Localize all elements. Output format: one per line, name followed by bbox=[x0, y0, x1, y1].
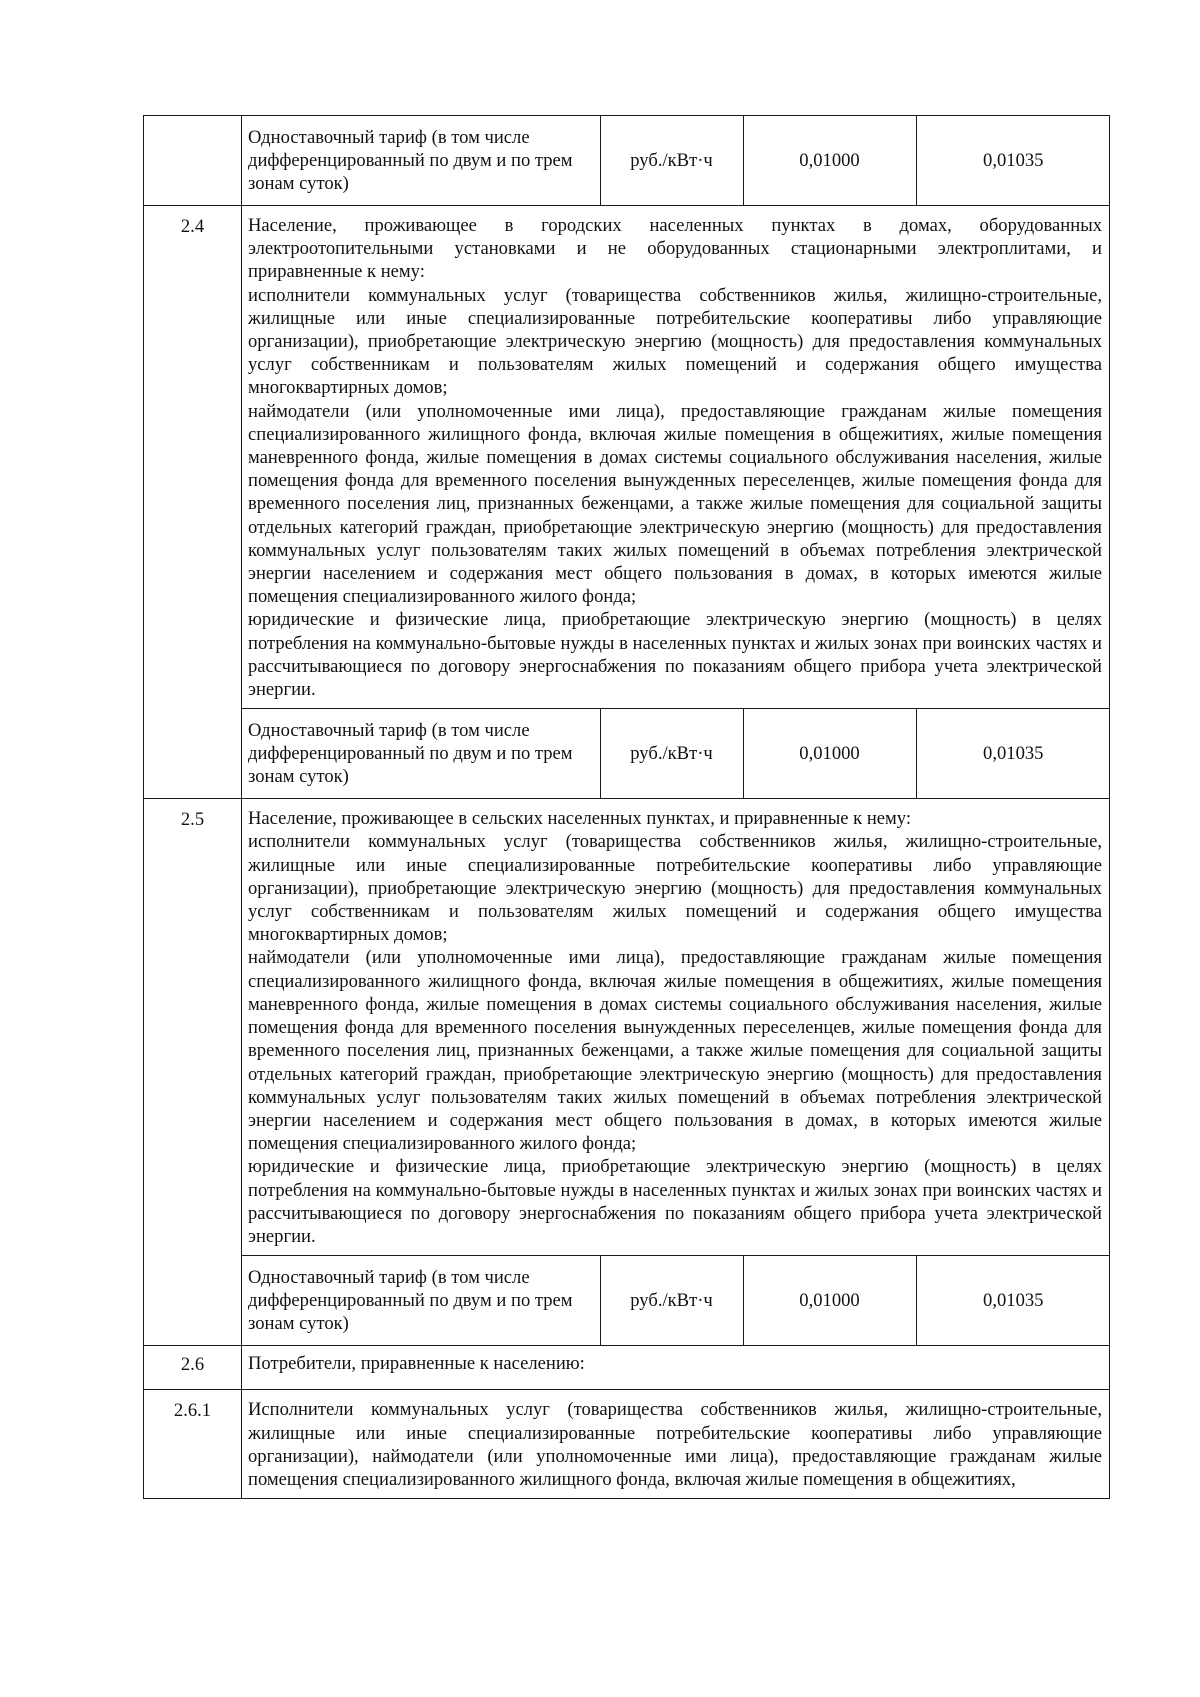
row-description bbox=[242, 1390, 1110, 1499]
tariff-value-2: 0,01035 bbox=[916, 1256, 1110, 1345]
description-paragraph: наймодатели (или уполномоченные ими лица), предоставляющие гражданам жилые помещения специализированного жилищного фонда, включая жилые помещения в общежитиях, жилые помещения маневренного фонда, жилые помещения в домах системы социального обслуживания населения, жилые помещения фонда для временного поселения вынужденных переселенцев, жилые помещения фонда для временного поселения лиц, признанных беженцами, а также жилые помещения для социальной защиты отдельных категорий граждан, приобретающие электрическую энергию (мощность) для предоставления коммунальных услуг пользователям таких жилых помещений в объемах потребления электрической энергии населением и содержания мест общего пользования в домах, в которых имеются жилые помещения специализированного жилого фонда; bbox=[248, 947, 1102, 1155]
table-row bbox=[144, 1346, 1110, 1390]
description-paragraph: Население, проживающее в сельских населенных пунктах, и приравненные к нему: bbox=[248, 808, 912, 830]
table-row bbox=[144, 709, 1110, 799]
row-number: 2.6 bbox=[144, 1346, 242, 1390]
tariff-name: Одноставочный тариф (в том числе дифференцированный по двум и по трем зонам суток) bbox=[248, 126, 573, 195]
description-paragraph: юридические и физические лица, приобретающие электрическую энергию (мощность) в целях потребления на коммунально-бытовые нужды в населенных пунктах и жилых зонах при воинских частях и рассчитывающиеся по договору энергоснабжения по показаниям общего прибора учета электрической энергии. bbox=[248, 1156, 1102, 1247]
tariff-unit: руб./кВт·ч bbox=[600, 709, 743, 798]
tariff-subtable bbox=[242, 1256, 1110, 1345]
tariff-unit: руб./кВт·ч bbox=[600, 1256, 743, 1345]
tariff-row bbox=[242, 1256, 1110, 1346]
table-row bbox=[144, 116, 1110, 206]
row-number: 2.4 bbox=[144, 206, 242, 799]
description-paragraph: наймодатели (или уполномоченные ими лица), предоставляющие гражданам жилые помещения специализированного жилищного фонда, включая жилые помещения в общежитиях, жилые помещения маневренного фонда, жилые помещения в домах системы социального обслуживания населения, жилые помещения фонда для временного поселения вынужденных переселенцев, жилые помещения фонда для временного поселения лиц, признанных беженцами, а также жилые помещения для социальной защиты отдельных категорий граждан, приобретающие электрическую энергию (мощность) для предоставления коммунальных услуг пользователям таких жилых помещений в объемах потребления электрической энергии населением и содержания мест общего пользования в домах, в которых имеются жилые помещения специализированного жилого фонда; bbox=[248, 400, 1102, 608]
row-description bbox=[242, 1346, 1110, 1390]
tariff-table bbox=[143, 115, 1110, 1499]
row-number: 2.5 bbox=[144, 799, 242, 1346]
description-paragraph: исполнители коммунальных услуг (товарищества собственников жилья, жилищно-строительные, жилищные или иные специализированные потребительские кооперативы либо управляющие организации), приобретающие электрическую энергию (мощность) для предоставления коммунальных услуг собственникам и пользователям жилых помещений и содержания общего имущества многоквартирных домов; bbox=[248, 831, 1102, 946]
row-description bbox=[242, 799, 1110, 1256]
tariff-name: Одноставочный тариф (в том числе дифференцированный по двум и по трем зонам суток) bbox=[248, 719, 573, 788]
tariff-unit: руб./кВт·ч bbox=[600, 116, 743, 205]
table-row bbox=[144, 1256, 1110, 1346]
description-paragraph: Потребители, приравненные к населению: bbox=[248, 1353, 585, 1375]
description-paragraph: Исполнители коммунальных услуг (товарищества собственников жилья, жилищно-строительные, жилищные или иные специализированные потребительские кооперативы либо управляющие организации), наймодатели (или уполномоченные ими лица), предоставляющие гражданам жилые помещения специализированного жилищного фонда, включая жилые помещения в общежитиях, bbox=[248, 1399, 1102, 1490]
description-paragraph: Население, проживающее в городских населенных пунктах в домах, оборудованных электроотопительными установками и не оборудованных стационарными электроплитами, и приравненные к нему: bbox=[248, 215, 1102, 283]
tariff-subtable bbox=[242, 709, 1110, 798]
tariff-value-2: 0,01035 bbox=[916, 709, 1110, 798]
tariff-value-1: 0,01000 bbox=[743, 1256, 916, 1345]
table-row bbox=[144, 799, 1110, 1256]
tariff-row bbox=[242, 116, 1110, 206]
row-description bbox=[242, 206, 1110, 709]
row-number-cell-empty bbox=[144, 116, 242, 206]
description-paragraph: исполнители коммунальных услуг (товарищества собственников жилья, жилищно-строительные, жилищные или иные специализированные потребительские кооперативы либо управляющие организации), приобретающие электрическую энергию (мощность) для предоставления коммунальных услуг собственникам и пользователям жилых помещений и содержания общего имущества многоквартирных домов; bbox=[248, 284, 1102, 399]
table-row bbox=[144, 1390, 1110, 1499]
row-number: 2.6.1 bbox=[144, 1390, 242, 1499]
tariff-value-2: 0,01035 bbox=[916, 116, 1110, 205]
description-paragraph: юридические и физические лица, приобретающие электрическую энергию (мощность) в целях потребления на коммунально-бытовые нужды в населенных пунктах и жилых зонах при воинских частях и рассчитывающиеся по договору энергоснабжения по показаниям общего прибора учета электрической энергии. bbox=[248, 609, 1102, 701]
table-row bbox=[144, 206, 1110, 709]
tariff-value-1: 0,01000 bbox=[743, 116, 916, 205]
tariff-row bbox=[242, 709, 1110, 799]
tariff-name: Одноставочный тариф (в том числе дифференцированный по двум и по трем зонам суток) bbox=[248, 1266, 573, 1335]
tariff-subtable bbox=[242, 116, 1110, 205]
tariff-value-1: 0,01000 bbox=[743, 709, 916, 798]
